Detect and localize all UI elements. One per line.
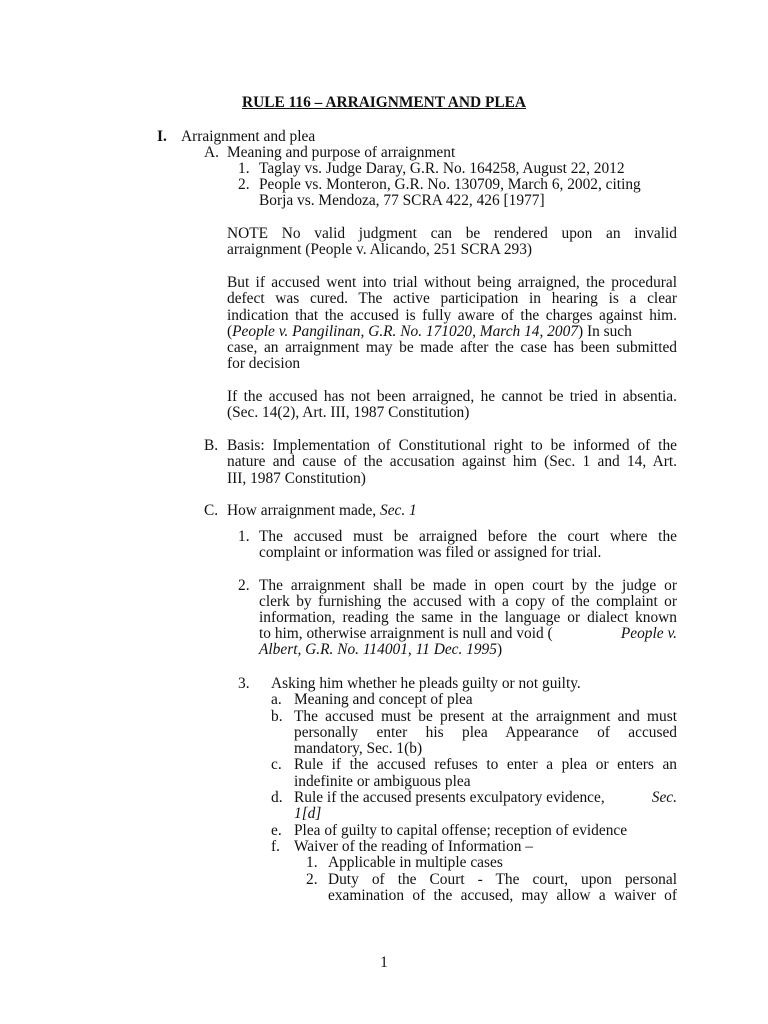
subsection-c-heading: [227, 503, 417, 519]
body-paragraph: clerk by furnishing the accused with a copy of the complaint or: [259, 593, 677, 610]
case-citation: Borja vs. Mendoza, 77 SCRA 422, 426 [1977]: [259, 192, 545, 209]
list-item: Plea of guilty to capital offense; reception of evidence: [294, 822, 628, 839]
subsection-b-marker: B.: [204, 437, 219, 454]
list-marker: f.: [271, 838, 280, 855]
page-number: 1: [380, 954, 388, 971]
body-paragraph: (Sec. 14(2), Art. III, 1987 Constitution): [227, 404, 470, 421]
body-paragraph: The arraignment shall be made in open court by the judge or: [259, 577, 677, 594]
list-item: mandatory, Sec. 1(b): [294, 740, 423, 757]
body-paragraph: If the accused has not been arraigned, he cannot be tried in absentia.: [227, 388, 677, 405]
body-paragraph: indication that the accused is fully aware of the charges against him.: [227, 307, 677, 324]
list-marker: 2.: [238, 577, 250, 594]
list-marker: 2.: [306, 871, 318, 888]
body-paragraph: case, an arraignment may be made after the case has been submitted: [227, 339, 677, 356]
note-paragraph: arraignment (People v. Alicando, 251 SCRA 293): [227, 241, 533, 258]
body-paragraph: But if accused went into trial without being arraigned, the procedural: [227, 274, 677, 291]
body-paragraph: III, 1987 Constitution): [227, 470, 366, 487]
body-paragraph: Basis: Implementation of Constitutional right to be informed of the: [227, 437, 677, 454]
case-citation: Taglay vs. Judge Daray, G.R. No. 164258, August 22, 2012: [259, 160, 625, 177]
subsection-a-heading: Meaning and purpose of arraignment: [227, 144, 456, 161]
list-marker: c.: [271, 756, 282, 773]
body-paragraph: defect was cured. The active participation in hearing is a clear: [227, 290, 677, 307]
case-citation: People vs. Monteron, G.R. No. 130709, March 6, 2002, citing: [259, 176, 641, 193]
list-marker: 1.: [306, 854, 318, 871]
text-run: ) In such: [577, 323, 632, 340]
subsection-a-marker: A.: [204, 144, 219, 161]
list-marker: b.: [271, 708, 283, 725]
case-citation: People v.: [620, 625, 677, 642]
body-paragraph: [259, 626, 677, 642]
paren: (: [227, 323, 233, 340]
body-paragraph: [259, 642, 502, 658]
text-run: ): [496, 641, 503, 658]
list-marker: 3.: [238, 675, 250, 692]
list-item: indefinite or ambiguous plea: [294, 773, 471, 790]
body-paragraph: nature and cause of the accusation against him (Sec. 1 and 14, Art.: [227, 453, 677, 470]
list-item: Rule if the accused refuses to enter a plea or enters an: [294, 756, 677, 773]
section-heading: Arraignment and plea: [181, 128, 316, 145]
list-marker: 1.: [238, 528, 250, 545]
section-citation: 1[d]: [294, 805, 322, 822]
list-marker: a.: [271, 691, 282, 708]
list-item: examination of the accused, may allow a waiver of: [328, 887, 677, 904]
subsection-c-marker: C.: [204, 502, 219, 519]
list-marker: 2.: [238, 176, 250, 193]
list-marker: 1.: [238, 160, 250, 177]
list-item: Applicable in multiple cases: [328, 854, 503, 871]
body-paragraph: information, reading the same in the language or dialect known: [259, 609, 677, 626]
list-item: personally enter his plea Appearance of accused: [294, 724, 677, 741]
list-item: [294, 790, 677, 806]
list-item: Waiver of the reading of Information –: [294, 838, 533, 855]
section-marker: I.: [157, 128, 167, 145]
note-paragraph: NOTE No valid judgment can be rendered upon an invalid: [227, 225, 677, 242]
body-paragraph: complaint or information was filed or assigned for trial.: [259, 544, 602, 561]
list-marker: d.: [271, 789, 283, 806]
case-citation: People v. Pangilinan, G.R. No. 171020, March 14, 2007: [232, 323, 578, 340]
case-citation: Albert, G.R. No. 114001, 11 Dec. 1995: [259, 641, 497, 658]
text-run: to him, otherwise arraignment is null and void (: [259, 625, 553, 642]
text-run: How arraignment made,: [227, 502, 380, 519]
list-item: [294, 806, 321, 822]
body-paragraph: for decision: [227, 355, 301, 372]
section-citation: Sec. 1: [380, 502, 417, 519]
body-paragraph: The accused must be arraigned before the court where the: [259, 528, 677, 545]
body-paragraph: [227, 324, 632, 340]
list-item: Duty of the Court - The court, upon personal: [328, 871, 677, 888]
body-paragraph: Asking him whether he pleads guilty or not guilty.: [271, 675, 581, 692]
text-run: Rule if the accused presents exculpatory evidence,: [294, 789, 605, 806]
list-item: Meaning and concept of plea: [294, 691, 473, 708]
page-title: RULE 116 – ARRAIGNMENT AND PLEA: [241, 94, 527, 111]
section-citation: Sec.: [651, 789, 677, 806]
list-item: The accused must be present at the arraignment and must: [294, 708, 677, 725]
list-marker: e.: [271, 822, 282, 839]
